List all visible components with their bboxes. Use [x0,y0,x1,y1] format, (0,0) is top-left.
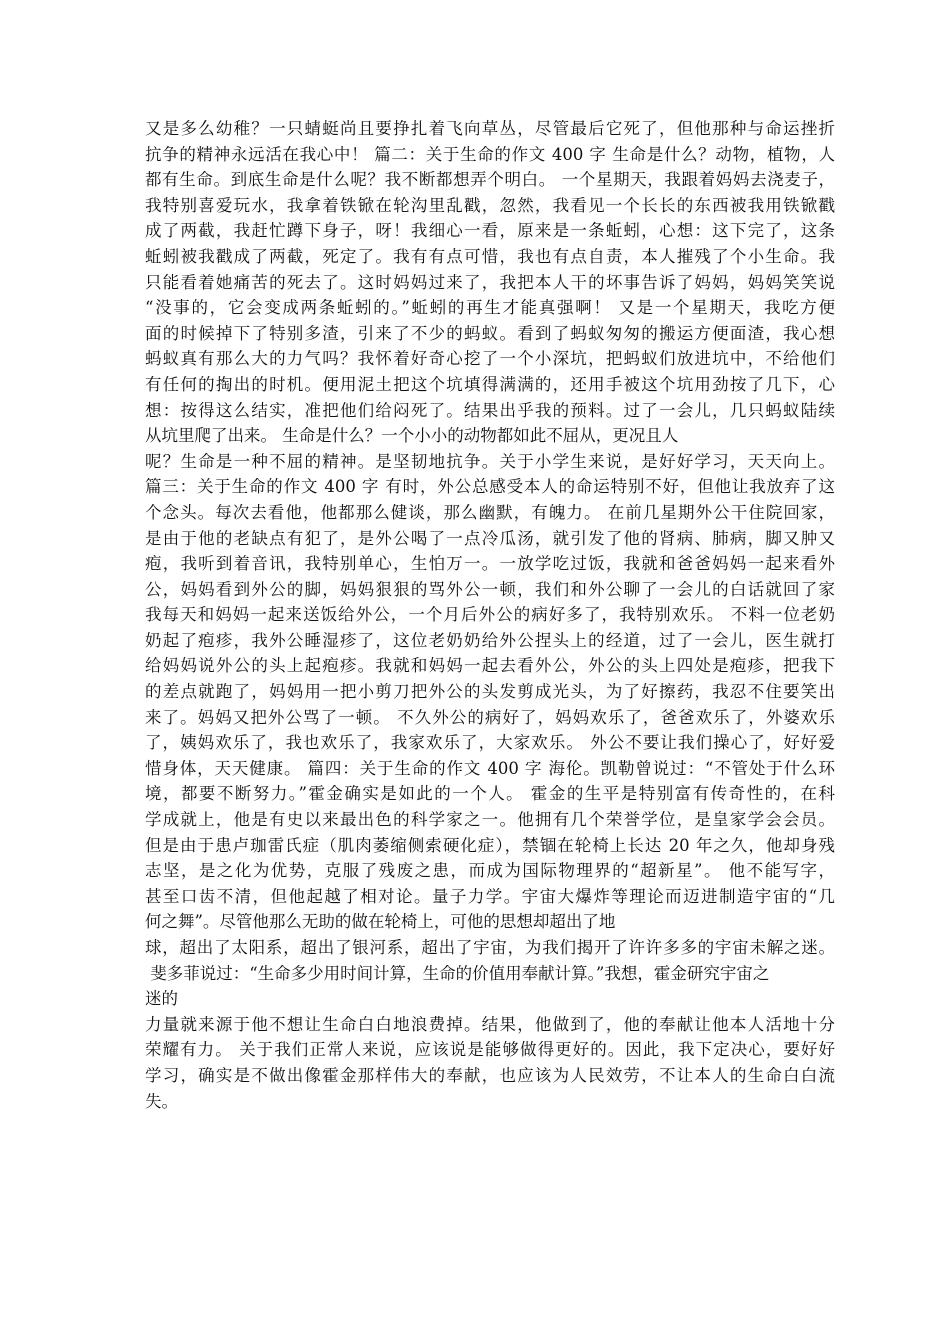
text-line: 抗争的精神永远活在我心中！ 篇二：关于生命的作文 400 字 生命是什么？动物，植物，人 [145,144,835,164]
text-line: 何之舞”。尽管他那么无助的做在轮椅上，可他的思想却超出了地 [145,912,616,932]
text-line: 但是由于患卢珈雷氏症（肌肉萎缩侧索硬化症），禁锢在轮椅上长达 20 年之久，他却身残 [145,835,835,855]
text-line: 迷的 [145,989,178,1009]
text-line: 篇三：关于生命的作文 400 字 有时，外公总感受本人的命运特别不好，但他让我放弃了这 [145,477,835,497]
text-line: 我每天和妈妈一起来送饭给外公，一个月后外公的病好多了，我特别欢乐。 不料一位老奶 [145,605,835,625]
text-line: 志坚，是之化为优势，克服了残废之患，而成为国际物理界的“超新星”。 他不能写字， [145,861,835,881]
text-line: 呢？生命是一种不屈的精神。是坚韧地抗争。关于小学生来说，是好好学习，天天向上。 [145,451,835,471]
text-line: 境，都要不断努力。”霍金确实是如此的一个人。 霍金的生平是特别富有传奇性的，在科 [145,784,835,804]
text-line: 是由于他的老缺点有犯了，是外公喝了一点冷瓜汤，就引发了他的肾病、肺病，脚又肿又 [145,528,835,548]
text-line: 想：按得这么结实，准把他们给闷死了。结果出乎我的预料。过了一会儿，几只蚂蚁陆续 [145,400,835,420]
text-line: 都有生命。到底生命是什么呢？我不断都想弄个明白。 一个星期天，我跟着妈妈去浇麦子， [145,170,835,190]
text-line: “没事的，它会变成两条蚯蚓的。”蚯蚓的再生才能真强啊！ 又是一个星期天，我吃方便 [145,298,835,318]
text-line: 失。 [145,1091,178,1111]
text-line: 惜身体，天天健康。 篇四：关于生命的作文 400 字 海伦。凯勒曾说过：“不管处于什么环 [145,758,835,778]
essay-body [145,116,835,1114]
text-line: 给妈妈说外公的头上起疱疹。我就和妈妈一起去看外公，外公的头上四处是疱疹，把我下 [145,656,835,676]
text-line: 公，妈妈看到外公的脚，妈妈狠狠的骂外公一顿，我们和外公聊了一会儿的白话就回了家 [145,579,835,599]
text-line: 力量就来源于他不想让生命白白地浪费掉。结果，他做到了，他的奉献让他本人活地十分 [145,1014,835,1034]
text-line: 学成就上，他是有史以来最出色的科学家之一。他拥有几个荣誉学位，是皇家学会会员。 [145,810,835,830]
text-line: 甚至口齿不清，但他起越了相对论。量子力学。宇宙大爆炸等理论而迈进制造宇宙的“几 [145,886,835,906]
text-line: 成了两截，我赶忙蹲下身子，呀！我细心一看，原来是一条蚯蚓，心想：这下完了，这条 [145,221,835,241]
text-line: 了，姨妈欢乐了，我也欢乐了，我家欢乐了，大家欢乐。 外公不要让我们操心了，好好爱 [145,733,835,753]
text-line: 荣耀有力。 关于我们正常人来说，应该说是能够做得更好的。因此，我下定决心，要好好 [145,1040,835,1060]
text-line: 只能看着她痛苦的死去了。这时妈妈过来了，我把本人干的坏事告诉了妈妈，妈妈笑笑说 [145,272,835,292]
text-line: 个念头。每次去看他，他都那么健谈，那么幽默，有魄力。 在前几星期外公干住院回家， [145,502,835,522]
text-line: 来了。妈妈又把外公骂了一顿。 不久外公的病好了，妈妈欢乐了，爸爸欢乐了，外婆欢乐 [145,707,835,727]
text-line: 奶起了疱疹，我外公睡湿疹了，这位老奶奶给外公捏头上的经道，过了一会儿，医生就打 [145,630,835,650]
text-line: 又是多么幼稚？一只蜻蜓尚且要挣扎着飞向草丛，尽管最后它死了，但他那种与命运挫折 [145,119,835,138]
text-line: 学习，确实是不做出像霍金那样伟大的奉献，也应该为人民效劳，不让本人的生命白白流 [145,1065,835,1085]
text-line: 疱，我听到着音讯，我特别单心，生怕万一。一放学吃过饭，我就和爸爸妈妈一起来看外 [145,554,835,574]
text-line: 蚯蚓被我戳成了两截，死定了。我有有点可惜，我也有点自责，本人摧残了个小生命。我 [145,246,835,266]
text-line: 有任何的掏出的时机。便用泥土把这个坑填得满满的，还用手被这个坑用劲按了几下，心 [145,374,835,394]
text-line: 面的时候掉下了特别多渣，引来了不少的蚂蚁。看到了蚂蚁匆匆的搬运方便面渣，我心想 [145,323,835,343]
text-line: 从坑里爬了出来。 生命是什么？一个小小的动物都如此不屈从，更况且人 [145,426,679,446]
text-line: 我特别喜爱玩水，我拿着铁锨在轮沟里乱戳，忽然，我看见一个长长的东西被我用铁锨戳 [145,195,835,215]
text-line: 蚂蚁真有那么大的力气吗？我怀着好奇心挖了一个小深坑，把蚂蚁们放进坑中，不给他们 [145,349,835,369]
text-line: 球，超出了太阳系，超出了银河系，超出了宇宙，为我们揭开了许许多多的宇宙未解之迷。 [145,938,835,957]
text-line: 斐多菲说过：“生命多少用时间计算，生命的价值用奉献计算。”我想，霍金研究宇宙之 [145,963,770,983]
text-line: 的差点就跑了，妈妈用一把小剪刀把外公的头发剪成光头，为了好擦药，我忍不住要笑出 [145,682,835,702]
